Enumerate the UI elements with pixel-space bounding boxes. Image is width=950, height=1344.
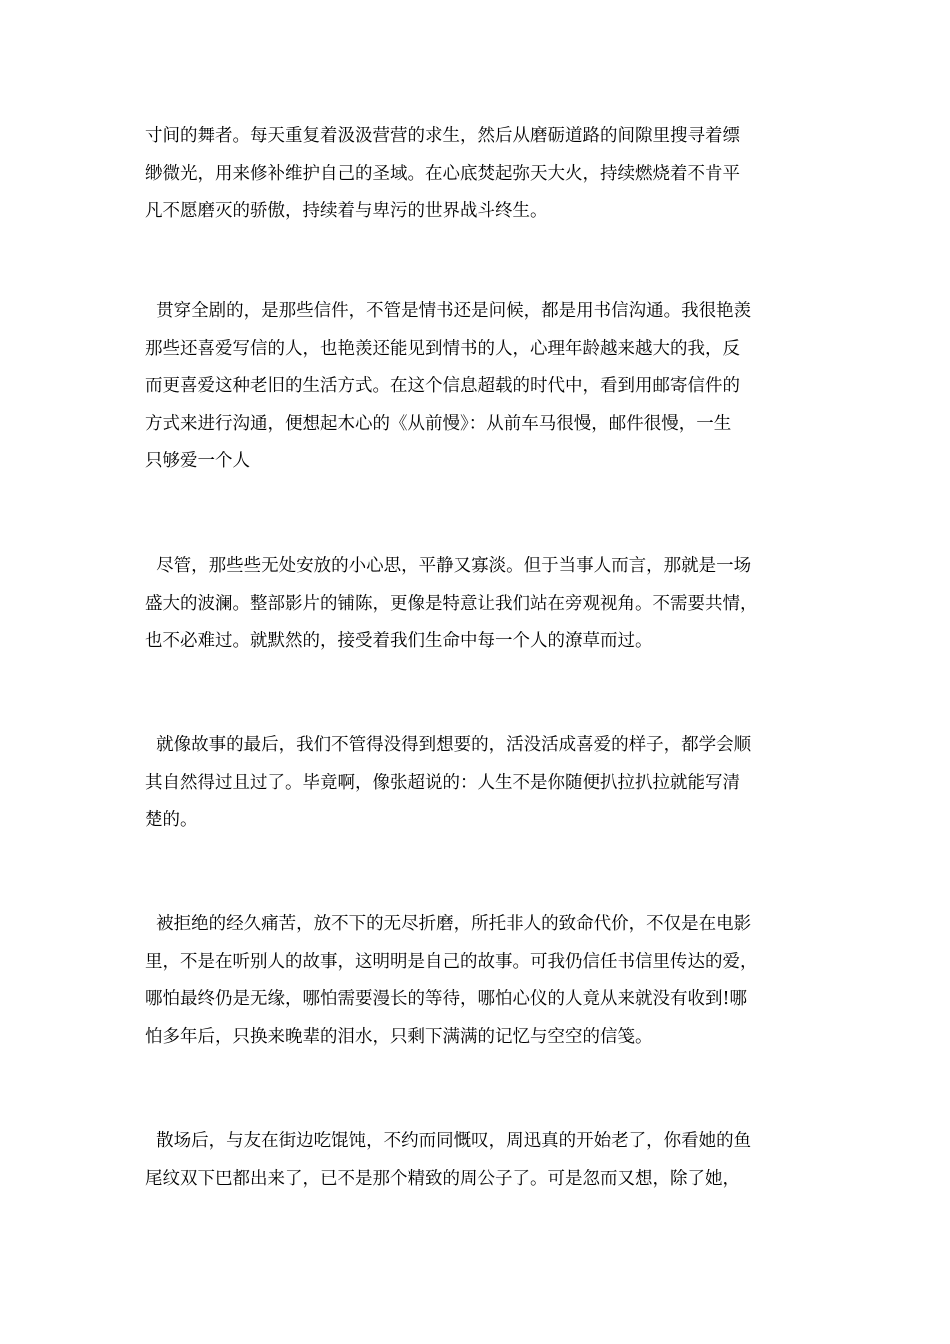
text-line: 方式来进行沟通，便想起木心的《从前慢》：从前车马很慢，邮件很慢，一生 bbox=[145, 413, 732, 434]
text-line: 也不必难过。就默然的，接受着我们生命中每一个人的潦草而过。 bbox=[145, 631, 653, 651]
text-line: 哪怕最终仍是无缘，哪怕需要漫长的等待，哪怕心仪的人竟从来就没有收到!哪 bbox=[145, 989, 748, 1009]
text-line: 凡不愿磨灭的骄傲，持续着与卑污的世界战斗终生。 bbox=[145, 201, 548, 221]
paragraph-3 bbox=[145, 548, 815, 661]
paragraph-2 bbox=[145, 293, 815, 481]
text-line: 寸间的舞者。每天重复着汲汲营营的求生，然后从磨砺道路的间隙里搜寻着缥 bbox=[145, 126, 740, 146]
text-line: 那些还喜爱写信的人，也艳羡还能见到情书的人，心理年龄越来越大的我，反 bbox=[145, 338, 740, 359]
text-line: 其自然得过且过了。毕竟啊，像张超说的：人生不是你随便扒拉扒拉就能写清 bbox=[145, 772, 740, 793]
text-line: 怕多年后，只换来晚辈的泪水，只剩下满满的记忆与空空的信笺。 bbox=[145, 1026, 653, 1047]
text-line: 就像故事的最后，我们不管得没得到想要的，活没活成喜爱的样子，都学会顺 bbox=[145, 735, 752, 755]
paragraph-4 bbox=[145, 727, 815, 840]
text-line: 尾纹双下巴都出来了，已不是那个精致的周公子了。可是忽而又想，除了她， bbox=[145, 1168, 740, 1189]
paragraph-1 bbox=[145, 118, 815, 231]
text-line: 缈微光，用来修补维护自己的圣域。在心底焚起弥天大火，持续燃烧着不肯平 bbox=[145, 163, 740, 184]
paragraph-6 bbox=[145, 1123, 815, 1198]
text-line: 尽管，那些些无处安放的小心思，平静又寡淡。但于当事人而言，那就是一场 bbox=[145, 556, 752, 576]
text-line: 贯穿全剧的，是那些信件，不管是情书还是问候，都是用书信沟通。我很艳羡 bbox=[145, 301, 752, 321]
text-line: 散场后，与友在街边吃馄饨，不约而同慨叹，周迅真的开始老了，你看她的鱼 bbox=[145, 1131, 752, 1151]
paragraph-5 bbox=[145, 906, 815, 1056]
text-line: 盛大的波澜。整部影片的铺陈，更像是特意让我们站在旁观视角。不需要共情， bbox=[145, 593, 758, 614]
text-line: 只够爱一个人 bbox=[145, 451, 250, 471]
text-line: 而更喜爱这种老旧的生活方式。在这个信息超载的时代中，看到用邮寄信件的 bbox=[145, 376, 740, 396]
text-line: 楚的。 bbox=[145, 810, 198, 830]
text-line: 里，不是在听别人的故事，这明明是自己的故事。可我仍信任书信里传达的爱， bbox=[145, 951, 758, 972]
text-line: 被拒绝的经久痛苦，放不下的无尽折磨，所托非人的致命代价，不仅是在电影 bbox=[145, 914, 752, 934]
